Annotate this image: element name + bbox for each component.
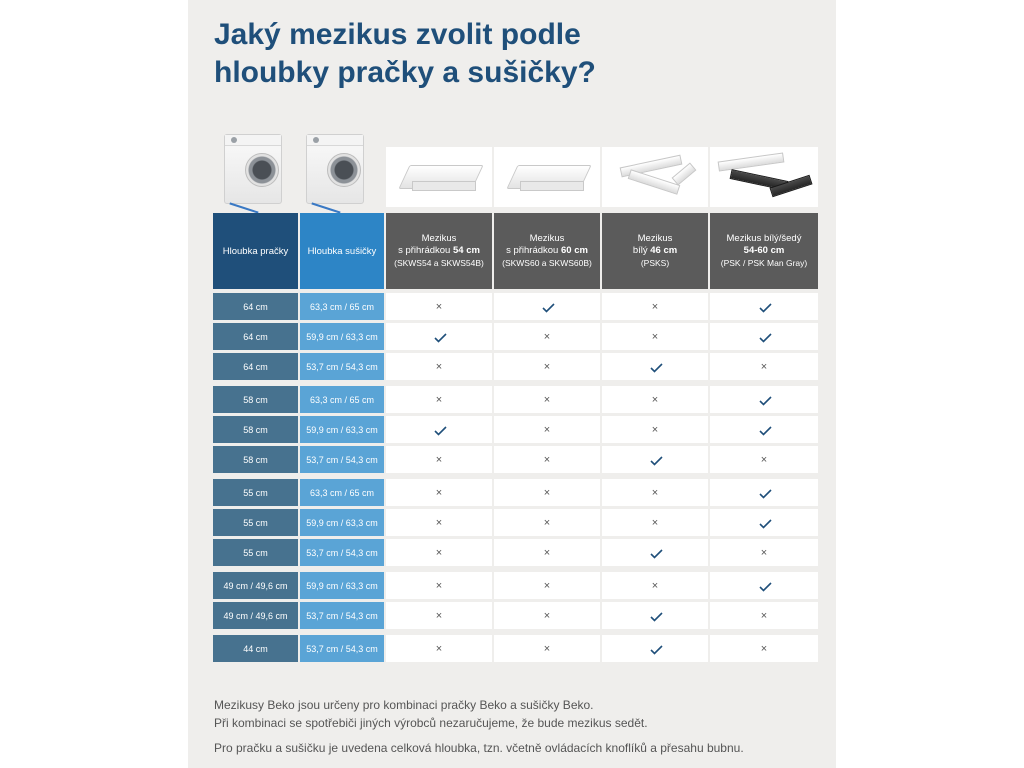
check-icon (759, 426, 770, 433)
product-codes: (PSK / PSK Man Gray) (720, 258, 808, 268)
compatibility-cell (386, 446, 492, 473)
check-icon (759, 333, 770, 340)
cross-icon: × (435, 579, 443, 592)
cross-icon: × (435, 300, 443, 313)
cross-icon: × (651, 579, 659, 592)
product-name: Mezikus (637, 233, 673, 244)
cross-icon: × (651, 423, 659, 436)
washer-depth-cell: 55 cm (213, 539, 298, 566)
cross-icon: × (651, 516, 659, 529)
product-size: 60 cm (560, 245, 588, 256)
check-icon (542, 303, 553, 310)
cross-icon: × (435, 642, 443, 655)
cross-icon: × (760, 546, 768, 559)
compatibility-cell (602, 386, 708, 413)
compatibility-cell (602, 323, 708, 350)
note-beko-combination: Mezikusy Beko jsou určeny pro kombinaci pračky Beko a sušičky Beko. (214, 698, 594, 712)
check-icon (650, 645, 661, 652)
compatibility-cell (494, 446, 600, 473)
compatibility-cell (710, 386, 818, 413)
compatibility-cell (710, 353, 818, 380)
header-product-skws54 (386, 213, 492, 289)
dryer-depth-cell: 63,3 cm / 65 cm (300, 479, 384, 506)
cross-icon: × (760, 453, 768, 466)
product-image-skws54 (386, 147, 492, 207)
check-icon (759, 396, 770, 403)
cross-icon: × (651, 486, 659, 499)
compatibility-cell (602, 635, 708, 662)
dryer-depth-cell: 59,9 cm / 63,3 cm (300, 572, 384, 599)
cross-icon: × (543, 642, 551, 655)
compatibility-cell (602, 416, 708, 443)
compatibility-cell (386, 635, 492, 662)
dryer-depth-cell: 53,7 cm / 54,3 cm (300, 635, 384, 662)
header-product-psk (710, 213, 818, 289)
washer-depth-cell: 58 cm (213, 386, 298, 413)
cross-icon: × (435, 546, 443, 559)
compatibility-cell (710, 416, 818, 443)
compatibility-cell (386, 572, 492, 599)
dryer-depth-cell: 63,3 cm / 65 cm (300, 386, 384, 413)
dryer-depth-cell: 53,7 cm / 54,3 cm (300, 602, 384, 629)
product-name: Mezikus (421, 233, 457, 244)
cross-icon: × (760, 642, 768, 655)
compatibility-cell (710, 572, 818, 599)
compatibility-cell (494, 293, 600, 320)
compatibility-cell (386, 323, 492, 350)
washer-depth-cell: 64 cm (213, 353, 298, 380)
product-name: Mezikus bílý/šedý (726, 233, 802, 244)
compatibility-cell (494, 509, 600, 536)
compatibility-cell (494, 386, 600, 413)
check-icon (759, 489, 770, 496)
product-image-psks (602, 147, 708, 207)
cross-icon: × (543, 609, 551, 622)
note-total-depth: Pro pračku a sušičku je uvedena celková hloubka, tzn. včetně ovládacích knoflíků a přesahu bubnu. (214, 741, 744, 755)
compatibility-cell (386, 509, 492, 536)
title-line-2: hloubky pračky a sušičky? (214, 56, 596, 89)
compatibility-cell (710, 509, 818, 536)
washer-depth-cell: 64 cm (213, 293, 298, 320)
washer-depth-cell: 55 cm (213, 479, 298, 506)
compatibility-cell (494, 539, 600, 566)
header-dryer-depth: Hloubka sušičky (300, 213, 384, 289)
cross-icon: × (435, 609, 443, 622)
compatibility-cell (710, 446, 818, 473)
compatibility-cell (386, 293, 492, 320)
washer-depth-cell: 58 cm (213, 416, 298, 443)
cross-icon: × (435, 453, 443, 466)
compatibility-cell (494, 323, 600, 350)
check-icon (434, 426, 445, 433)
cross-icon: × (543, 393, 551, 406)
cross-icon: × (543, 330, 551, 343)
washer-image (224, 134, 282, 204)
compatibility-cell (386, 479, 492, 506)
compatibility-cell (710, 323, 818, 350)
check-icon (759, 582, 770, 589)
check-icon (434, 333, 445, 340)
dryer-depth-cell: 59,9 cm / 63,3 cm (300, 323, 384, 350)
dryer-image (306, 134, 364, 204)
compatibility-cell (602, 572, 708, 599)
compatibility-cell (602, 479, 708, 506)
compatibility-cell (386, 353, 492, 380)
header-product-psks (602, 213, 708, 289)
dryer-depth-cell: 53,7 cm / 54,3 cm (300, 539, 384, 566)
cross-icon: × (543, 546, 551, 559)
check-icon (759, 303, 770, 310)
dryer-depth-cell: 59,9 cm / 63,3 cm (300, 416, 384, 443)
product-image-psk (710, 147, 818, 207)
cross-icon: × (760, 360, 768, 373)
compatibility-cell (386, 416, 492, 443)
compatibility-cell (710, 635, 818, 662)
compatibility-cell (494, 635, 600, 662)
title-line-1: Jaký mezikus zvolit podle (214, 18, 581, 51)
check-icon (650, 549, 661, 556)
header-washer-depth: Hloubka pračky (213, 213, 298, 289)
dryer-depth-cell: 53,7 cm / 54,3 cm (300, 353, 384, 380)
product-size: 54 cm (452, 245, 480, 256)
compatibility-cell (386, 539, 492, 566)
compatibility-cell (710, 539, 818, 566)
washer-depth-cell: 49 cm / 49,6 cm (213, 572, 298, 599)
washer-depth-cell: 55 cm (213, 509, 298, 536)
compatibility-cell (602, 539, 708, 566)
compatibility-cell (602, 353, 708, 380)
compatibility-cell (494, 572, 600, 599)
product-image-skws60 (494, 147, 600, 207)
cross-icon: × (435, 393, 443, 406)
cross-icon: × (435, 486, 443, 499)
cross-icon: × (543, 579, 551, 592)
compatibility-cell (494, 479, 600, 506)
dryer-depth-cell: 59,9 cm / 63,3 cm (300, 509, 384, 536)
compatibility-cell (494, 353, 600, 380)
check-icon (759, 519, 770, 526)
cross-icon: × (435, 360, 443, 373)
product-type: s přihrádkou (506, 245, 561, 256)
compatibility-cell (710, 293, 818, 320)
cross-icon: × (543, 486, 551, 499)
cross-icon: × (435, 516, 443, 529)
compatibility-cell (494, 416, 600, 443)
check-icon (650, 363, 661, 370)
product-type: s přihrádkou (398, 245, 453, 256)
check-icon (650, 612, 661, 619)
cross-icon: × (543, 516, 551, 529)
compatibility-cell (494, 602, 600, 629)
cross-icon: × (651, 330, 659, 343)
compatibility-cell (602, 293, 708, 320)
compatibility-cell (602, 509, 708, 536)
dryer-depth-cell: 63,3 cm / 65 cm (300, 293, 384, 320)
compatibility-cell (386, 602, 492, 629)
compatibility-cell (602, 446, 708, 473)
page-title (214, 16, 814, 92)
product-size: 46 cm (650, 245, 678, 256)
washer-depth-cell: 58 cm (213, 446, 298, 473)
cross-icon: × (651, 393, 659, 406)
product-codes: (PSKS) (640, 258, 670, 268)
header-product-skws60 (494, 213, 600, 289)
compatibility-cell (602, 602, 708, 629)
washer-depth-cell: 44 cm (213, 635, 298, 662)
washer-depth-cell: 64 cm (213, 323, 298, 350)
product-name: Mezikus (529, 233, 565, 244)
compatibility-cell (386, 386, 492, 413)
washer-depth-cell: 49 cm / 49,6 cm (213, 602, 298, 629)
product-type: bílý (632, 245, 651, 256)
cross-icon: × (760, 609, 768, 622)
product-codes: (SKWS60 a SKWS60B) (502, 258, 592, 268)
cross-icon: × (543, 360, 551, 373)
compatibility-cell (710, 479, 818, 506)
note-other-brands: Při kombinaci se spotřebiči jiných výrobců nezaručujeme, že bude mezikus sedět. (214, 716, 648, 730)
cross-icon: × (543, 423, 551, 436)
product-size: 54-60 cm (743, 245, 785, 256)
cross-icon: × (543, 453, 551, 466)
check-icon (650, 456, 661, 463)
dryer-depth-cell: 53,7 cm / 54,3 cm (300, 446, 384, 473)
compatibility-cell (710, 602, 818, 629)
product-codes: (SKWS54 a SKWS54B) (394, 258, 484, 268)
cross-icon: × (651, 300, 659, 313)
